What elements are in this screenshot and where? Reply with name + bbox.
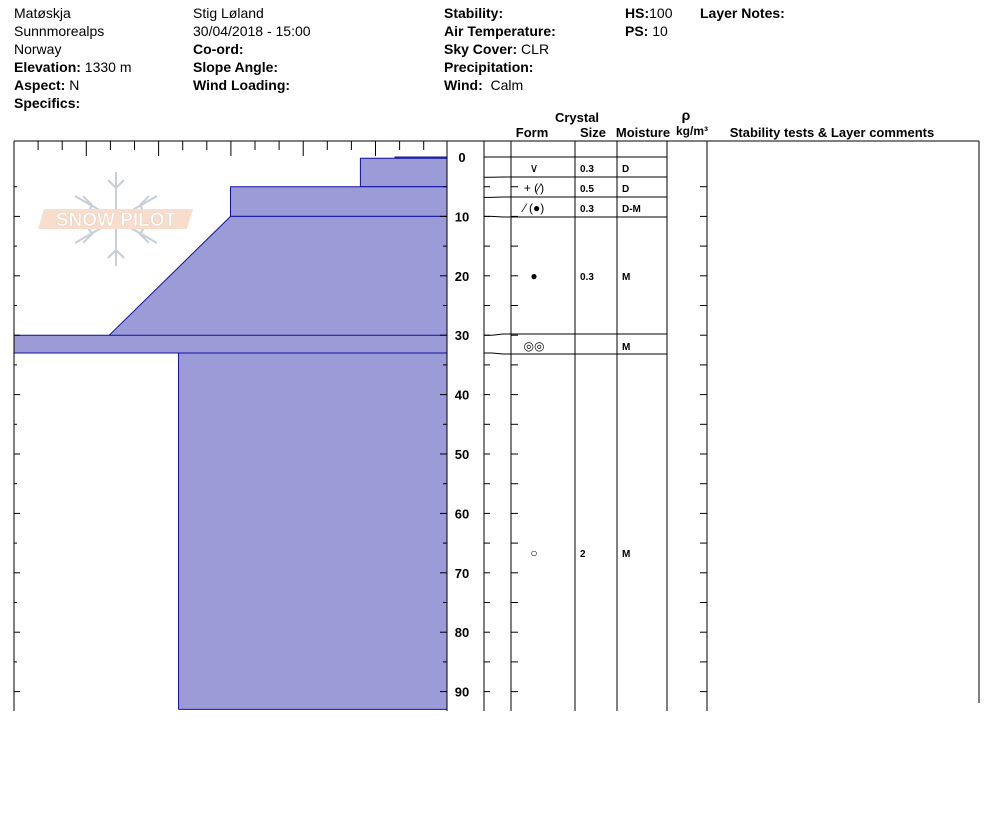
depth-tick-label: 60 (454, 506, 470, 522)
observation-datetime: 30/04/2018 - 15:00 (193, 23, 311, 39)
wind-value: Calm (490, 77, 524, 93)
depth-axis (455, 150, 469, 700)
depth-tick-label: 90 (454, 684, 470, 700)
density-unit-header: kg/m³ (675, 124, 709, 138)
layer-form-symbol-4: ● (530, 269, 538, 283)
ps-value: 10 (652, 23, 668, 39)
rho-header: ρ (681, 107, 691, 123)
sky-cover-value: CLR (521, 41, 550, 57)
depth-tick-label: 50 (454, 447, 470, 462)
layer-moisture-3: D-M (622, 204, 641, 215)
layer-size-6: 2 (580, 549, 586, 560)
depth-tick-label: 40 (454, 387, 470, 403)
hardness-layer-3 (231, 187, 448, 217)
depth-tick-label: 20 (454, 268, 470, 284)
layer-form-symbol-2: + (⁄) (523, 181, 545, 195)
depth-tick-label: 70 (454, 565, 470, 581)
layer-connector-4 (484, 216, 511, 217)
layer-form-symbol-1: ∨ (529, 161, 539, 175)
layer-form-symbol-6: ○ (530, 546, 538, 560)
form-header: Form (515, 125, 549, 140)
depth-tick-label: 80 (454, 625, 470, 641)
coord-label: Co-ord: (193, 41, 244, 57)
ps-label: PS: (625, 23, 649, 39)
layer-notes-label: Layer Notes: (700, 5, 785, 21)
country-name: Norway (14, 41, 62, 57)
layer-size-3: 0.3 (580, 204, 594, 215)
stability-label: Stability: (444, 5, 504, 21)
layer-moisture-4: M (622, 272, 631, 283)
layer-form-symbol-5: ◎◎ (523, 339, 545, 353)
layer-moisture-2: D (622, 184, 630, 195)
size-header: Size (579, 125, 607, 140)
layer-moisture-1: D (622, 164, 630, 175)
hardness-layer-2 (360, 158, 447, 187)
crystal-header: Crystal (554, 110, 600, 125)
aspect-value: N (69, 77, 80, 93)
elevation-label: Elevation: (14, 59, 81, 75)
elevation-value: 1330 m (84, 59, 132, 75)
snowpilot-logo (38, 172, 193, 266)
slope-angle-label: Slope Angle: (193, 59, 279, 75)
wind-loading-label: Wind Loading: (193, 77, 291, 93)
hardness-layer-6 (179, 353, 447, 709)
observer-name: Stig Løland (193, 5, 264, 21)
hs-value: 100 (649, 5, 673, 21)
layer-moisture-6: M (622, 549, 631, 560)
column-headers (516, 107, 934, 140)
depth-tick-label: 0 (458, 150, 466, 165)
location-name: Matøskja (14, 5, 71, 21)
range-name: Sunnmorealps (14, 23, 105, 39)
comments-header: Stability tests & Layer comments (729, 125, 935, 140)
layer-size-2: 0.5 (580, 184, 594, 195)
wind-label: Wind: (444, 77, 483, 93)
layer-table (484, 141, 979, 711)
specifics-label: Specifics: (14, 95, 81, 111)
depth-tick-label: 30 (454, 328, 470, 344)
layer-form-symbol-3: ⁄ (●) (523, 201, 545, 215)
air-temperature-label: Air Temperature: (444, 23, 556, 39)
aspect-label: Aspect: (14, 77, 66, 93)
moisture-header: Moisture (615, 125, 671, 140)
logo-text: SNOW PILOT (55, 210, 177, 231)
hs-label: HS: (625, 5, 650, 21)
layer-connector-6 (484, 353, 511, 354)
depth-tick-label: 10 (454, 209, 470, 225)
layer-size-4: 0.3 (580, 272, 594, 283)
hardness-layer-5 (14, 335, 447, 353)
layer-moisture-5: M (622, 342, 631, 353)
hardness-layer-4 (109, 216, 447, 335)
precipitation-label: Precipitation: (444, 59, 534, 75)
layer-connector-5 (484, 334, 511, 335)
layer-size-1: 0.3 (580, 164, 594, 175)
sky-cover-label: Sky Cover: (444, 41, 518, 57)
